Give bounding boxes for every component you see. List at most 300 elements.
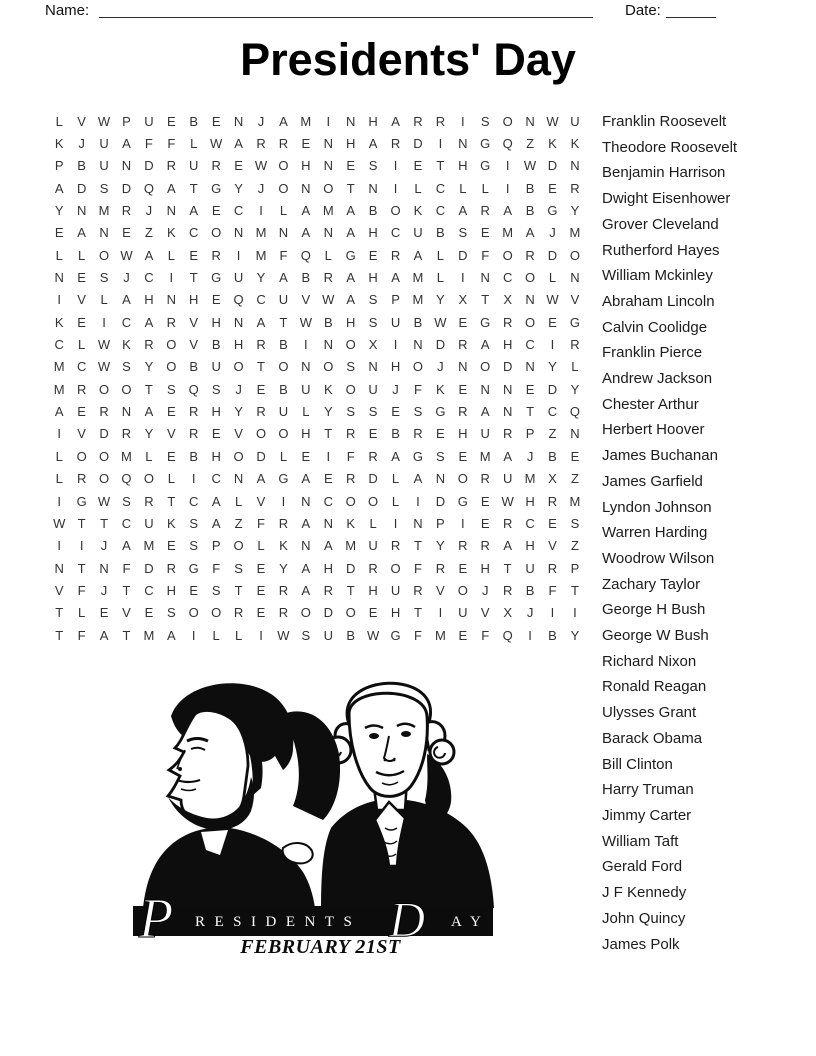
grid-cell[interactable]: O bbox=[480, 359, 491, 375]
grid-cell[interactable]: K bbox=[54, 136, 64, 152]
grid-cell[interactable]: D bbox=[502, 359, 513, 375]
grid-cell[interactable]: C bbox=[76, 359, 87, 375]
grid-cell[interactable]: T bbox=[346, 180, 355, 196]
grid-cell[interactable]: N bbox=[435, 471, 446, 487]
grid-cell[interactable]: F bbox=[77, 627, 86, 643]
grid-cell[interactable]: B bbox=[548, 448, 557, 464]
grid-cell[interactable]: T bbox=[436, 158, 445, 174]
grid-cell[interactable]: V bbox=[166, 426, 176, 442]
grid-cell[interactable]: V bbox=[234, 426, 243, 442]
grid-cell[interactable]: K bbox=[346, 515, 356, 531]
grid-cell[interactable]: O bbox=[412, 359, 424, 375]
grid-cell[interactable]: E bbox=[548, 180, 557, 196]
grid-cell[interactable]: U bbox=[189, 158, 199, 174]
grid-cell[interactable]: O bbox=[278, 158, 289, 174]
grid-cell[interactable]: J bbox=[526, 605, 534, 621]
grid-cell[interactable]: N bbox=[323, 136, 333, 152]
grid-cell[interactable]: M bbox=[412, 270, 424, 286]
grid-cell[interactable]: Y bbox=[570, 381, 580, 397]
grid-cell[interactable]: I bbox=[236, 247, 241, 263]
grid-cell[interactable]: Y bbox=[570, 627, 580, 643]
grid-cell[interactable]: T bbox=[413, 605, 422, 621]
grid-cell[interactable]: E bbox=[413, 158, 423, 174]
grid-cell[interactable]: B bbox=[323, 314, 333, 330]
grid-cell[interactable]: U bbox=[390, 582, 401, 598]
grid-cell[interactable]: R bbox=[211, 247, 221, 263]
grid-cell[interactable]: L bbox=[78, 247, 86, 263]
grid-cell[interactable]: R bbox=[547, 560, 558, 576]
grid-cell[interactable]: H bbox=[368, 225, 378, 241]
grid-cell[interactable]: H bbox=[346, 136, 356, 152]
grid-cell[interactable]: L bbox=[257, 538, 265, 554]
grid-cell[interactable]: R bbox=[99, 404, 109, 420]
grid-cell[interactable]: C bbox=[189, 493, 199, 509]
grid-cell[interactable]: K bbox=[279, 538, 288, 554]
grid-cell[interactable]: V bbox=[189, 337, 199, 353]
grid-cell[interactable]: K bbox=[413, 203, 423, 219]
grid-cell[interactable]: S bbox=[166, 605, 176, 621]
grid-cell[interactable]: R bbox=[502, 582, 513, 598]
grid-cell[interactable]: O bbox=[166, 359, 177, 375]
grid-cell[interactable]: C bbox=[390, 225, 401, 241]
grid-cell[interactable]: R bbox=[278, 136, 289, 152]
grid-cell[interactable]: N bbox=[368, 180, 378, 196]
grid-cell[interactable]: J bbox=[100, 582, 108, 598]
grid-cell[interactable]: E bbox=[301, 448, 311, 464]
grid-cell[interactable]: W bbox=[53, 515, 66, 531]
grid-cell[interactable]: D bbox=[435, 493, 446, 509]
grid-cell[interactable]: T bbox=[346, 582, 355, 598]
grid-cell[interactable]: C bbox=[121, 515, 132, 531]
grid-cell[interactable]: H bbox=[525, 493, 535, 509]
grid-cell[interactable]: A bbox=[256, 471, 266, 487]
grid-cell[interactable]: R bbox=[480, 471, 490, 487]
grid-cell[interactable]: P bbox=[391, 292, 400, 308]
grid-cell[interactable]: A bbox=[301, 560, 311, 576]
grid-cell[interactable]: W bbox=[97, 359, 111, 375]
grid-cell[interactable]: L bbox=[369, 515, 377, 531]
grid-cell[interactable]: E bbox=[570, 448, 580, 464]
grid-cell[interactable]: U bbox=[323, 627, 333, 643]
grid-cell[interactable]: E bbox=[99, 605, 109, 621]
grid-cell[interactable]: U bbox=[233, 270, 244, 286]
grid-cell[interactable]: E bbox=[211, 203, 221, 219]
grid-cell[interactable]: Q bbox=[502, 136, 513, 152]
grid-cell[interactable]: Z bbox=[234, 515, 243, 531]
grid-cell[interactable]: O bbox=[255, 426, 267, 442]
grid-cell[interactable]: K bbox=[548, 136, 557, 152]
grid-cell[interactable]: A bbox=[54, 180, 64, 196]
grid-cell[interactable]: X bbox=[503, 292, 512, 308]
grid-cell[interactable]: D bbox=[99, 426, 109, 442]
grid-cell[interactable]: Y bbox=[548, 359, 557, 375]
grid-cell[interactable]: W bbox=[501, 493, 514, 509]
grid-cell[interactable]: S bbox=[346, 359, 356, 375]
grid-cell[interactable]: O bbox=[345, 337, 356, 353]
grid-cell[interactable]: N bbox=[502, 381, 513, 397]
grid-cell[interactable]: O bbox=[525, 314, 536, 330]
grid-cell[interactable]: O bbox=[278, 426, 289, 442]
grid-cell[interactable]: U bbox=[525, 560, 535, 576]
grid-cell[interactable]: B bbox=[301, 270, 311, 286]
grid-cell[interactable]: Y bbox=[436, 538, 445, 554]
grid-cell[interactable]: S bbox=[99, 270, 109, 286]
grid-cell[interactable]: G bbox=[211, 270, 222, 286]
grid-cell[interactable]: A bbox=[346, 203, 356, 219]
grid-cell[interactable]: L bbox=[78, 337, 86, 353]
grid-cell[interactable]: A bbox=[189, 203, 199, 219]
grid-cell[interactable]: I bbox=[438, 605, 443, 621]
grid-cell[interactable]: H bbox=[458, 158, 468, 174]
grid-cell[interactable]: N bbox=[76, 203, 87, 219]
grid-cell[interactable]: N bbox=[458, 359, 468, 375]
grid-cell[interactable]: N bbox=[323, 225, 333, 241]
grid-cell[interactable]: M bbox=[412, 292, 424, 308]
grid-cell[interactable]: K bbox=[54, 314, 64, 330]
grid-cell[interactable]: G bbox=[457, 493, 468, 509]
grid-cell[interactable]: K bbox=[436, 381, 445, 397]
grid-cell[interactable]: A bbox=[480, 337, 490, 353]
grid-cell[interactable]: M bbox=[53, 359, 65, 375]
grid-cell[interactable]: E bbox=[166, 448, 176, 464]
grid-cell[interactable]: I bbox=[259, 627, 263, 643]
grid-cell[interactable]: O bbox=[98, 448, 110, 464]
grid-cell[interactable]: U bbox=[99, 136, 109, 152]
grid-cell[interactable]: O bbox=[390, 560, 401, 576]
grid-cell[interactable]: N bbox=[99, 560, 109, 576]
grid-cell[interactable]: S bbox=[458, 225, 468, 241]
grid-cell[interactable]: A bbox=[301, 582, 311, 598]
grid-cell[interactable]: C bbox=[323, 493, 333, 509]
grid-cell[interactable]: A bbox=[256, 314, 266, 330]
grid-cell[interactable]: C bbox=[54, 337, 64, 353]
grid-cell[interactable]: N bbox=[121, 404, 132, 420]
grid-cell[interactable]: C bbox=[435, 180, 446, 196]
grid-cell[interactable]: O bbox=[121, 381, 132, 397]
grid-cell[interactable]: N bbox=[301, 359, 311, 375]
grid-cell[interactable]: V bbox=[436, 582, 445, 598]
grid-cell[interactable]: L bbox=[78, 605, 86, 621]
grid-cell[interactable]: T bbox=[122, 627, 131, 643]
grid-cell[interactable]: A bbox=[301, 225, 311, 241]
grid-cell[interactable]: I bbox=[393, 158, 398, 174]
grid-cell[interactable]: L bbox=[234, 627, 243, 643]
grid-cell[interactable]: Z bbox=[570, 538, 579, 554]
grid-cell[interactable]: H bbox=[211, 314, 221, 330]
grid-cell[interactable]: U bbox=[502, 471, 513, 487]
grid-cell[interactable]: V bbox=[570, 292, 580, 308]
grid-cell[interactable]: R bbox=[480, 538, 490, 554]
grid-cell[interactable]: I bbox=[57, 292, 62, 308]
grid-cell[interactable]: R bbox=[144, 337, 154, 353]
grid-cell[interactable]: G bbox=[435, 404, 446, 420]
grid-cell[interactable]: R bbox=[525, 247, 535, 263]
grid-cell[interactable]: V bbox=[77, 292, 86, 308]
grid-cell[interactable]: J bbox=[145, 203, 153, 219]
grid-cell[interactable]: F bbox=[212, 560, 221, 576]
grid-cell[interactable]: E bbox=[256, 582, 266, 598]
grid-cell[interactable]: M bbox=[98, 203, 110, 219]
grid-cell[interactable]: T bbox=[324, 426, 333, 442]
grid-cell[interactable]: I bbox=[528, 627, 532, 643]
grid-cell[interactable]: I bbox=[169, 270, 174, 286]
grid-cell[interactable]: O bbox=[98, 381, 110, 397]
grid-cell[interactable]: J bbox=[123, 270, 130, 286]
grid-cell[interactable]: B bbox=[391, 426, 400, 442]
grid-cell[interactable]: F bbox=[279, 247, 288, 263]
grid-cell[interactable]: R bbox=[435, 113, 446, 129]
grid-cell[interactable]: S bbox=[301, 627, 311, 643]
grid-cell[interactable]: F bbox=[144, 136, 153, 152]
grid-cell[interactable]: C bbox=[121, 314, 132, 330]
grid-cell[interactable]: D bbox=[458, 247, 468, 263]
grid-cell[interactable]: S bbox=[346, 404, 356, 420]
grid-cell[interactable]: O bbox=[323, 180, 334, 196]
date-input-line[interactable] bbox=[666, 2, 716, 18]
grid-cell[interactable]: A bbox=[99, 627, 109, 643]
grid-cell[interactable]: B bbox=[525, 203, 535, 219]
grid-cell[interactable]: M bbox=[143, 538, 155, 554]
grid-cell[interactable]: W bbox=[546, 113, 559, 129]
grid-cell[interactable]: R bbox=[233, 605, 244, 621]
grid-cell[interactable]: R bbox=[189, 426, 199, 442]
grid-cell[interactable]: F bbox=[167, 136, 176, 152]
grid-cell[interactable]: N bbox=[121, 158, 132, 174]
grid-cell[interactable]: T bbox=[481, 292, 490, 308]
grid-cell[interactable]: V bbox=[77, 426, 86, 442]
grid-cell[interactable]: H bbox=[458, 426, 468, 442]
grid-cell[interactable]: A bbox=[54, 404, 64, 420]
grid-cell[interactable]: E bbox=[548, 314, 557, 330]
grid-cell[interactable]: S bbox=[99, 180, 109, 196]
grid-cell[interactable]: I bbox=[281, 493, 286, 509]
grid-cell[interactable]: A bbox=[301, 203, 311, 219]
grid-cell[interactable]: R bbox=[323, 270, 333, 286]
grid-cell[interactable]: W bbox=[546, 292, 559, 308]
grid-cell[interactable]: R bbox=[570, 180, 580, 196]
grid-cell[interactable]: H bbox=[502, 337, 513, 353]
grid-cell[interactable]: B bbox=[525, 582, 535, 598]
grid-cell[interactable]: R bbox=[166, 158, 177, 174]
grid-cell[interactable]: E bbox=[458, 448, 468, 464]
grid-cell[interactable]: L bbox=[190, 136, 198, 152]
grid-cell[interactable]: R bbox=[502, 515, 513, 531]
grid-cell[interactable]: A bbox=[144, 314, 154, 330]
grid-cell[interactable]: I bbox=[57, 538, 62, 554]
grid-cell[interactable]: L bbox=[459, 180, 467, 196]
grid-cell[interactable]: U bbox=[480, 426, 490, 442]
grid-cell[interactable]: I bbox=[460, 113, 465, 129]
grid-cell[interactable]: J bbox=[235, 381, 242, 397]
grid-cell[interactable]: R bbox=[144, 493, 154, 509]
grid-cell[interactable]: R bbox=[570, 337, 580, 353]
grid-cell[interactable]: E bbox=[211, 113, 221, 129]
grid-cell[interactable]: H bbox=[301, 158, 311, 174]
grid-cell[interactable]: Y bbox=[323, 404, 333, 420]
grid-cell[interactable]: G bbox=[345, 247, 356, 263]
grid-cell[interactable]: R bbox=[413, 426, 423, 442]
grid-cell[interactable]: B bbox=[77, 158, 86, 174]
grid-cell[interactable]: F bbox=[346, 448, 355, 464]
grid-cell[interactable]: E bbox=[234, 158, 243, 174]
grid-cell[interactable]: U bbox=[390, 314, 401, 330]
grid-cell[interactable]: J bbox=[100, 538, 108, 554]
grid-cell[interactable]: N bbox=[233, 113, 244, 129]
grid-cell[interactable]: E bbox=[525, 381, 535, 397]
grid-cell[interactable]: V bbox=[189, 314, 199, 330]
grid-cell[interactable]: H bbox=[368, 113, 378, 129]
grid-cell[interactable]: O bbox=[569, 247, 580, 263]
grid-cell[interactable]: R bbox=[413, 113, 423, 129]
grid-cell[interactable]: E bbox=[189, 582, 199, 598]
grid-cell[interactable]: L bbox=[391, 493, 400, 509]
grid-cell[interactable]: X bbox=[503, 605, 512, 621]
grid-cell[interactable]: T bbox=[55, 605, 64, 621]
grid-cell[interactable]: E bbox=[436, 426, 445, 442]
grid-cell[interactable]: D bbox=[121, 180, 132, 196]
grid-cell[interactable]: U bbox=[144, 113, 154, 129]
grid-cell[interactable]: F bbox=[257, 515, 265, 531]
grid-cell[interactable]: R bbox=[256, 337, 266, 353]
grid-cell[interactable]: J bbox=[437, 359, 444, 375]
grid-cell[interactable]: S bbox=[122, 359, 131, 375]
grid-cell[interactable]: E bbox=[166, 538, 176, 554]
grid-cell[interactable]: A bbox=[346, 292, 356, 308]
grid-cell[interactable]: E bbox=[480, 225, 490, 241]
grid-cell[interactable]: H bbox=[346, 314, 356, 330]
grid-cell[interactable]: P bbox=[54, 158, 64, 174]
grid-cell[interactable]: O bbox=[98, 247, 110, 263]
grid-cell[interactable]: W bbox=[97, 493, 111, 509]
grid-cell[interactable]: R bbox=[435, 560, 446, 576]
grid-cell[interactable]: U bbox=[413, 225, 423, 241]
grid-cell[interactable]: L bbox=[55, 471, 63, 487]
grid-cell[interactable]: R bbox=[346, 471, 356, 487]
grid-cell[interactable]: Y bbox=[144, 359, 154, 375]
grid-cell[interactable]: A bbox=[279, 270, 288, 286]
grid-cell[interactable]: L bbox=[481, 180, 489, 196]
grid-cell[interactable]: Y bbox=[234, 180, 243, 196]
grid-cell[interactable]: Q bbox=[143, 180, 154, 196]
grid-cell[interactable]: F bbox=[413, 627, 422, 643]
grid-cell[interactable]: G bbox=[76, 493, 87, 509]
grid-cell[interactable]: S bbox=[211, 582, 221, 598]
grid-cell[interactable]: A bbox=[391, 448, 400, 464]
grid-cell[interactable]: B bbox=[211, 337, 221, 353]
grid-cell[interactable]: D bbox=[256, 448, 266, 464]
grid-cell[interactable]: F bbox=[413, 560, 422, 576]
grid-cell[interactable]: C bbox=[211, 471, 221, 487]
grid-cell[interactable]: P bbox=[122, 113, 131, 129]
grid-cell[interactable]: G bbox=[547, 203, 558, 219]
grid-cell[interactable]: F bbox=[481, 247, 490, 263]
grid-cell[interactable]: H bbox=[211, 448, 221, 464]
grid-cell[interactable]: T bbox=[77, 515, 86, 531]
grid-cell[interactable]: B bbox=[189, 359, 199, 375]
grid-cell[interactable]: E bbox=[54, 225, 64, 241]
grid-cell[interactable]: D bbox=[76, 180, 87, 196]
grid-cell[interactable]: Y bbox=[144, 426, 154, 442]
grid-cell[interactable]: E bbox=[368, 605, 378, 621]
grid-cell[interactable]: I bbox=[191, 627, 196, 643]
grid-cell[interactable]: S bbox=[166, 381, 176, 397]
grid-cell[interactable]: S bbox=[368, 158, 378, 174]
grid-cell[interactable]: T bbox=[279, 314, 288, 330]
grid-cell[interactable]: I bbox=[326, 448, 331, 464]
grid-cell[interactable]: T bbox=[503, 560, 512, 576]
grid-cell[interactable]: E bbox=[211, 426, 221, 442]
grid-cell[interactable]: M bbox=[345, 538, 357, 554]
grid-cell[interactable]: L bbox=[234, 493, 243, 509]
grid-cell[interactable]: G bbox=[480, 158, 491, 174]
grid-cell[interactable]: D bbox=[144, 158, 154, 174]
grid-cell[interactable]: Q bbox=[233, 292, 244, 308]
grid-cell[interactable]: Y bbox=[234, 404, 243, 420]
grid-cell[interactable]: E bbox=[391, 404, 400, 420]
grid-cell[interactable]: S bbox=[413, 404, 423, 420]
grid-cell[interactable]: L bbox=[324, 247, 332, 263]
grid-cell[interactable]: T bbox=[189, 180, 198, 196]
grid-cell[interactable]: N bbox=[525, 113, 535, 129]
grid-cell[interactable]: R bbox=[390, 538, 401, 554]
grid-cell[interactable]: B bbox=[279, 381, 288, 397]
grid-cell[interactable]: A bbox=[368, 136, 378, 152]
grid-cell[interactable]: C bbox=[256, 292, 266, 308]
grid-cell[interactable]: R bbox=[323, 582, 333, 598]
grid-cell[interactable]: S bbox=[189, 538, 199, 554]
grid-cell[interactable]: H bbox=[368, 582, 378, 598]
grid-cell[interactable]: A bbox=[211, 493, 221, 509]
grid-cell[interactable]: O bbox=[345, 605, 356, 621]
grid-cell[interactable]: N bbox=[278, 225, 289, 241]
grid-cell[interactable]: N bbox=[480, 381, 490, 397]
grid-cell[interactable]: O bbox=[345, 493, 356, 509]
grid-cell[interactable]: D bbox=[144, 560, 154, 576]
grid-cell[interactable]: E bbox=[256, 381, 266, 397]
grid-cell[interactable]: E bbox=[368, 247, 378, 263]
grid-cell[interactable]: O bbox=[166, 337, 177, 353]
grid-cell[interactable]: F bbox=[122, 560, 131, 576]
grid-cell[interactable]: L bbox=[279, 203, 288, 219]
grid-cell[interactable]: O bbox=[502, 247, 513, 263]
grid-cell[interactable]: D bbox=[368, 471, 378, 487]
grid-cell[interactable]: I bbox=[304, 337, 308, 353]
grid-cell[interactable]: L bbox=[145, 448, 153, 464]
grid-cell[interactable]: A bbox=[279, 113, 288, 129]
grid-cell[interactable]: B bbox=[189, 448, 199, 464]
grid-cell[interactable]: A bbox=[301, 471, 311, 487]
grid-cell[interactable]: U bbox=[211, 359, 221, 375]
grid-cell[interactable]: C bbox=[525, 337, 535, 353]
grid-cell[interactable]: M bbox=[255, 247, 267, 263]
grid-cell[interactable]: A bbox=[301, 515, 311, 531]
grid-cell[interactable]: H bbox=[144, 292, 154, 308]
grid-cell[interactable]: A bbox=[346, 270, 356, 286]
grid-cell[interactable]: T bbox=[570, 582, 579, 598]
grid-cell[interactable]: F bbox=[481, 627, 490, 643]
grid-cell[interactable]: A bbox=[480, 404, 490, 420]
grid-cell[interactable]: A bbox=[122, 136, 131, 152]
grid-cell[interactable]: S bbox=[211, 381, 221, 397]
grid-cell[interactable]: D bbox=[547, 381, 558, 397]
grid-cell[interactable]: F bbox=[548, 582, 557, 598]
grid-cell[interactable]: E bbox=[480, 515, 490, 531]
grid-cell[interactable]: E bbox=[144, 605, 154, 621]
grid-cell[interactable]: G bbox=[211, 180, 222, 196]
grid-cell[interactable]: D bbox=[413, 136, 423, 152]
grid-cell[interactable]: S bbox=[122, 493, 131, 509]
grid-cell[interactable]: M bbox=[143, 627, 155, 643]
